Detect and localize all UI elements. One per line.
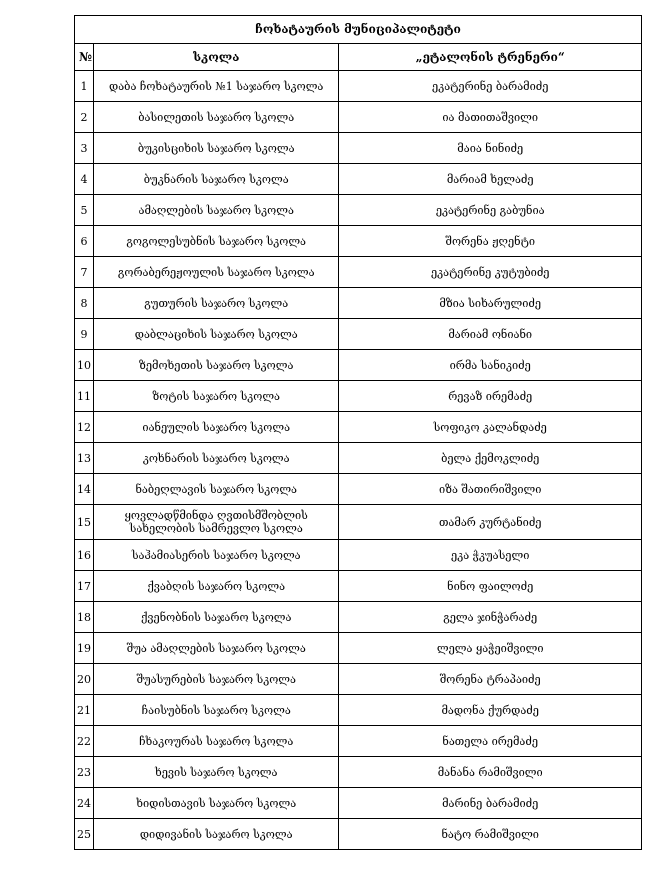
table-row xyxy=(75,350,642,381)
school-name: ხევის საჯარო სკოლა xyxy=(94,757,339,788)
school-name: დიდივანის საჯარო სკოლა xyxy=(94,819,339,850)
row-number: 21 xyxy=(75,695,94,726)
row-number: 7 xyxy=(75,257,94,288)
trainer-name: ეკატერინე კუტუბიძე xyxy=(339,257,642,288)
trainer-name: იზა შათირიშვილი xyxy=(339,474,642,505)
school-name: საჰამიასერის საჯარო სკოლა xyxy=(94,540,339,571)
table-row xyxy=(75,819,642,850)
school-name: გორაბერეჟოულის საჯარო სკოლა xyxy=(94,257,339,288)
trainer-name: რევაზ ირემაძე xyxy=(339,381,642,412)
school-name: ბუკისციხის საჯარო სკოლა xyxy=(94,133,339,164)
trainer-name: ეკა ჭკუასელი xyxy=(339,540,642,571)
header-school: სკოლა xyxy=(94,44,339,71)
row-number: 24 xyxy=(75,788,94,819)
row-number: 12 xyxy=(75,412,94,443)
school-name: გოგოლესუბნის საჯარო სკოლა xyxy=(94,226,339,257)
row-number: 23 xyxy=(75,757,94,788)
row-number: 22 xyxy=(75,726,94,757)
row-number: 15 xyxy=(75,505,94,540)
trainer-name: შორენა ტრაპაიძე xyxy=(339,664,642,695)
trainer-name: ეკატერინე ბარამიძე xyxy=(339,71,642,102)
row-number: 9 xyxy=(75,319,94,350)
trainer-name: ეკატერინე გაბუნია xyxy=(339,195,642,226)
school-name: დაბლაციხის საჯარო სკოლა xyxy=(94,319,339,350)
document-page xyxy=(74,15,642,850)
trainer-name: მაია ნინიძე xyxy=(339,133,642,164)
table-row xyxy=(75,226,642,257)
row-number: 11 xyxy=(75,381,94,412)
trainer-name: მანანა რამიშვილი xyxy=(339,757,642,788)
trainer-name: ბელა ქემოკლიძე xyxy=(339,443,642,474)
table-row xyxy=(75,695,642,726)
school-name: ბუკნარის საჯარო სკოლა xyxy=(94,164,339,195)
table-row xyxy=(75,664,642,695)
table-row xyxy=(75,443,642,474)
row-number: 16 xyxy=(75,540,94,571)
table-row xyxy=(75,602,642,633)
table-row xyxy=(75,71,642,102)
school-name: ბასილეთის საჯარო სკოლა xyxy=(94,102,339,133)
table-row xyxy=(75,540,642,571)
school-name: ქვენობნის საჯარო სკოლა xyxy=(94,602,339,633)
trainer-name: ნატო რამიშვილი xyxy=(339,819,642,850)
row-number: 10 xyxy=(75,350,94,381)
table-row xyxy=(75,757,642,788)
table-row xyxy=(75,505,642,540)
trainer-name: მარიამ ონიანი xyxy=(339,319,642,350)
row-number: 18 xyxy=(75,602,94,633)
header-number: № xyxy=(75,44,94,71)
row-number: 20 xyxy=(75,664,94,695)
header-row xyxy=(75,44,642,71)
table-row xyxy=(75,571,642,602)
trainer-name: მზია სიხარულიძე xyxy=(339,288,642,319)
header-trainer: „ეტალონის ტრენერი“ xyxy=(339,44,642,71)
school-name: დაბა ჩოხატაურის №1 საჯარო სკოლა xyxy=(94,71,339,102)
school-name: გუთურის საჯარო სკოლა xyxy=(94,288,339,319)
table-row xyxy=(75,195,642,226)
school-name: კოხნარის საჯარო სკოლა xyxy=(94,443,339,474)
row-number: 5 xyxy=(75,195,94,226)
school-name: ზემოხეთის საჯარო სკოლა xyxy=(94,350,339,381)
table-row xyxy=(75,319,642,350)
table-row xyxy=(75,633,642,664)
trainer-name: ნინო ფაილოძე xyxy=(339,571,642,602)
table-row xyxy=(75,412,642,443)
row-number: 1 xyxy=(75,71,94,102)
row-number: 2 xyxy=(75,102,94,133)
table-row xyxy=(75,381,642,412)
table-body xyxy=(75,71,642,850)
table-row xyxy=(75,288,642,319)
row-number: 25 xyxy=(75,819,94,850)
school-name: ყოვლადწმინდა ღვთისმშობლის სახელობის სამრევლო სკოლა xyxy=(94,505,339,540)
table-row xyxy=(75,788,642,819)
table-row xyxy=(75,164,642,195)
school-name: ჩხაკოურას საჯარო სკოლა xyxy=(94,726,339,757)
table-row xyxy=(75,726,642,757)
trainer-name: თამარ კურტანიძე xyxy=(339,505,642,540)
table-title: ჩოხატაურის მუნიციპალიტეტი xyxy=(75,16,642,44)
trainer-name: გელა ჯინჭარაძე xyxy=(339,602,642,633)
row-number: 4 xyxy=(75,164,94,195)
trainer-name: მარიამ ხელაძე xyxy=(339,164,642,195)
trainer-name: სოფიკო კალანდაძე xyxy=(339,412,642,443)
school-name: ზოტის საჯარო სკოლა xyxy=(94,381,339,412)
row-number: 19 xyxy=(75,633,94,664)
table-row xyxy=(75,102,642,133)
school-name: იანეულის საჯარო სკოლა xyxy=(94,412,339,443)
school-name: ამაღლების საჯარო სკოლა xyxy=(94,195,339,226)
trainer-name: შორენა ჟღენტი xyxy=(339,226,642,257)
trainer-name: ნათელა ირემაძე xyxy=(339,726,642,757)
row-number: 14 xyxy=(75,474,94,505)
row-number: 6 xyxy=(75,226,94,257)
school-name: ჩაისუბნის საჯარო სკოლა xyxy=(94,695,339,726)
row-number: 3 xyxy=(75,133,94,164)
school-name: შუასურების საჯარო სკოლა xyxy=(94,664,339,695)
row-number: 8 xyxy=(75,288,94,319)
schools-table xyxy=(74,15,642,850)
trainer-name: ლელა ყაჭეიშვილი xyxy=(339,633,642,664)
row-number: 13 xyxy=(75,443,94,474)
school-name: ნაბეღლავის საჯარო სკოლა xyxy=(94,474,339,505)
school-name: ხიდისთავის საჯარო სკოლა xyxy=(94,788,339,819)
title-row xyxy=(75,16,642,44)
trainer-name: ია მათითაშვილი xyxy=(339,102,642,133)
table-row xyxy=(75,133,642,164)
trainer-name: მარინე ბარამიძე xyxy=(339,788,642,819)
school-name: ქვაბღის საჯარო სკოლა xyxy=(94,571,339,602)
row-number: 17 xyxy=(75,571,94,602)
school-name: შუა ამაღლების საჯარო სკოლა xyxy=(94,633,339,664)
trainer-name: ირმა სანიკიძე xyxy=(339,350,642,381)
trainer-name: მადონა ქურდაძე xyxy=(339,695,642,726)
table-row xyxy=(75,257,642,288)
table-row xyxy=(75,474,642,505)
